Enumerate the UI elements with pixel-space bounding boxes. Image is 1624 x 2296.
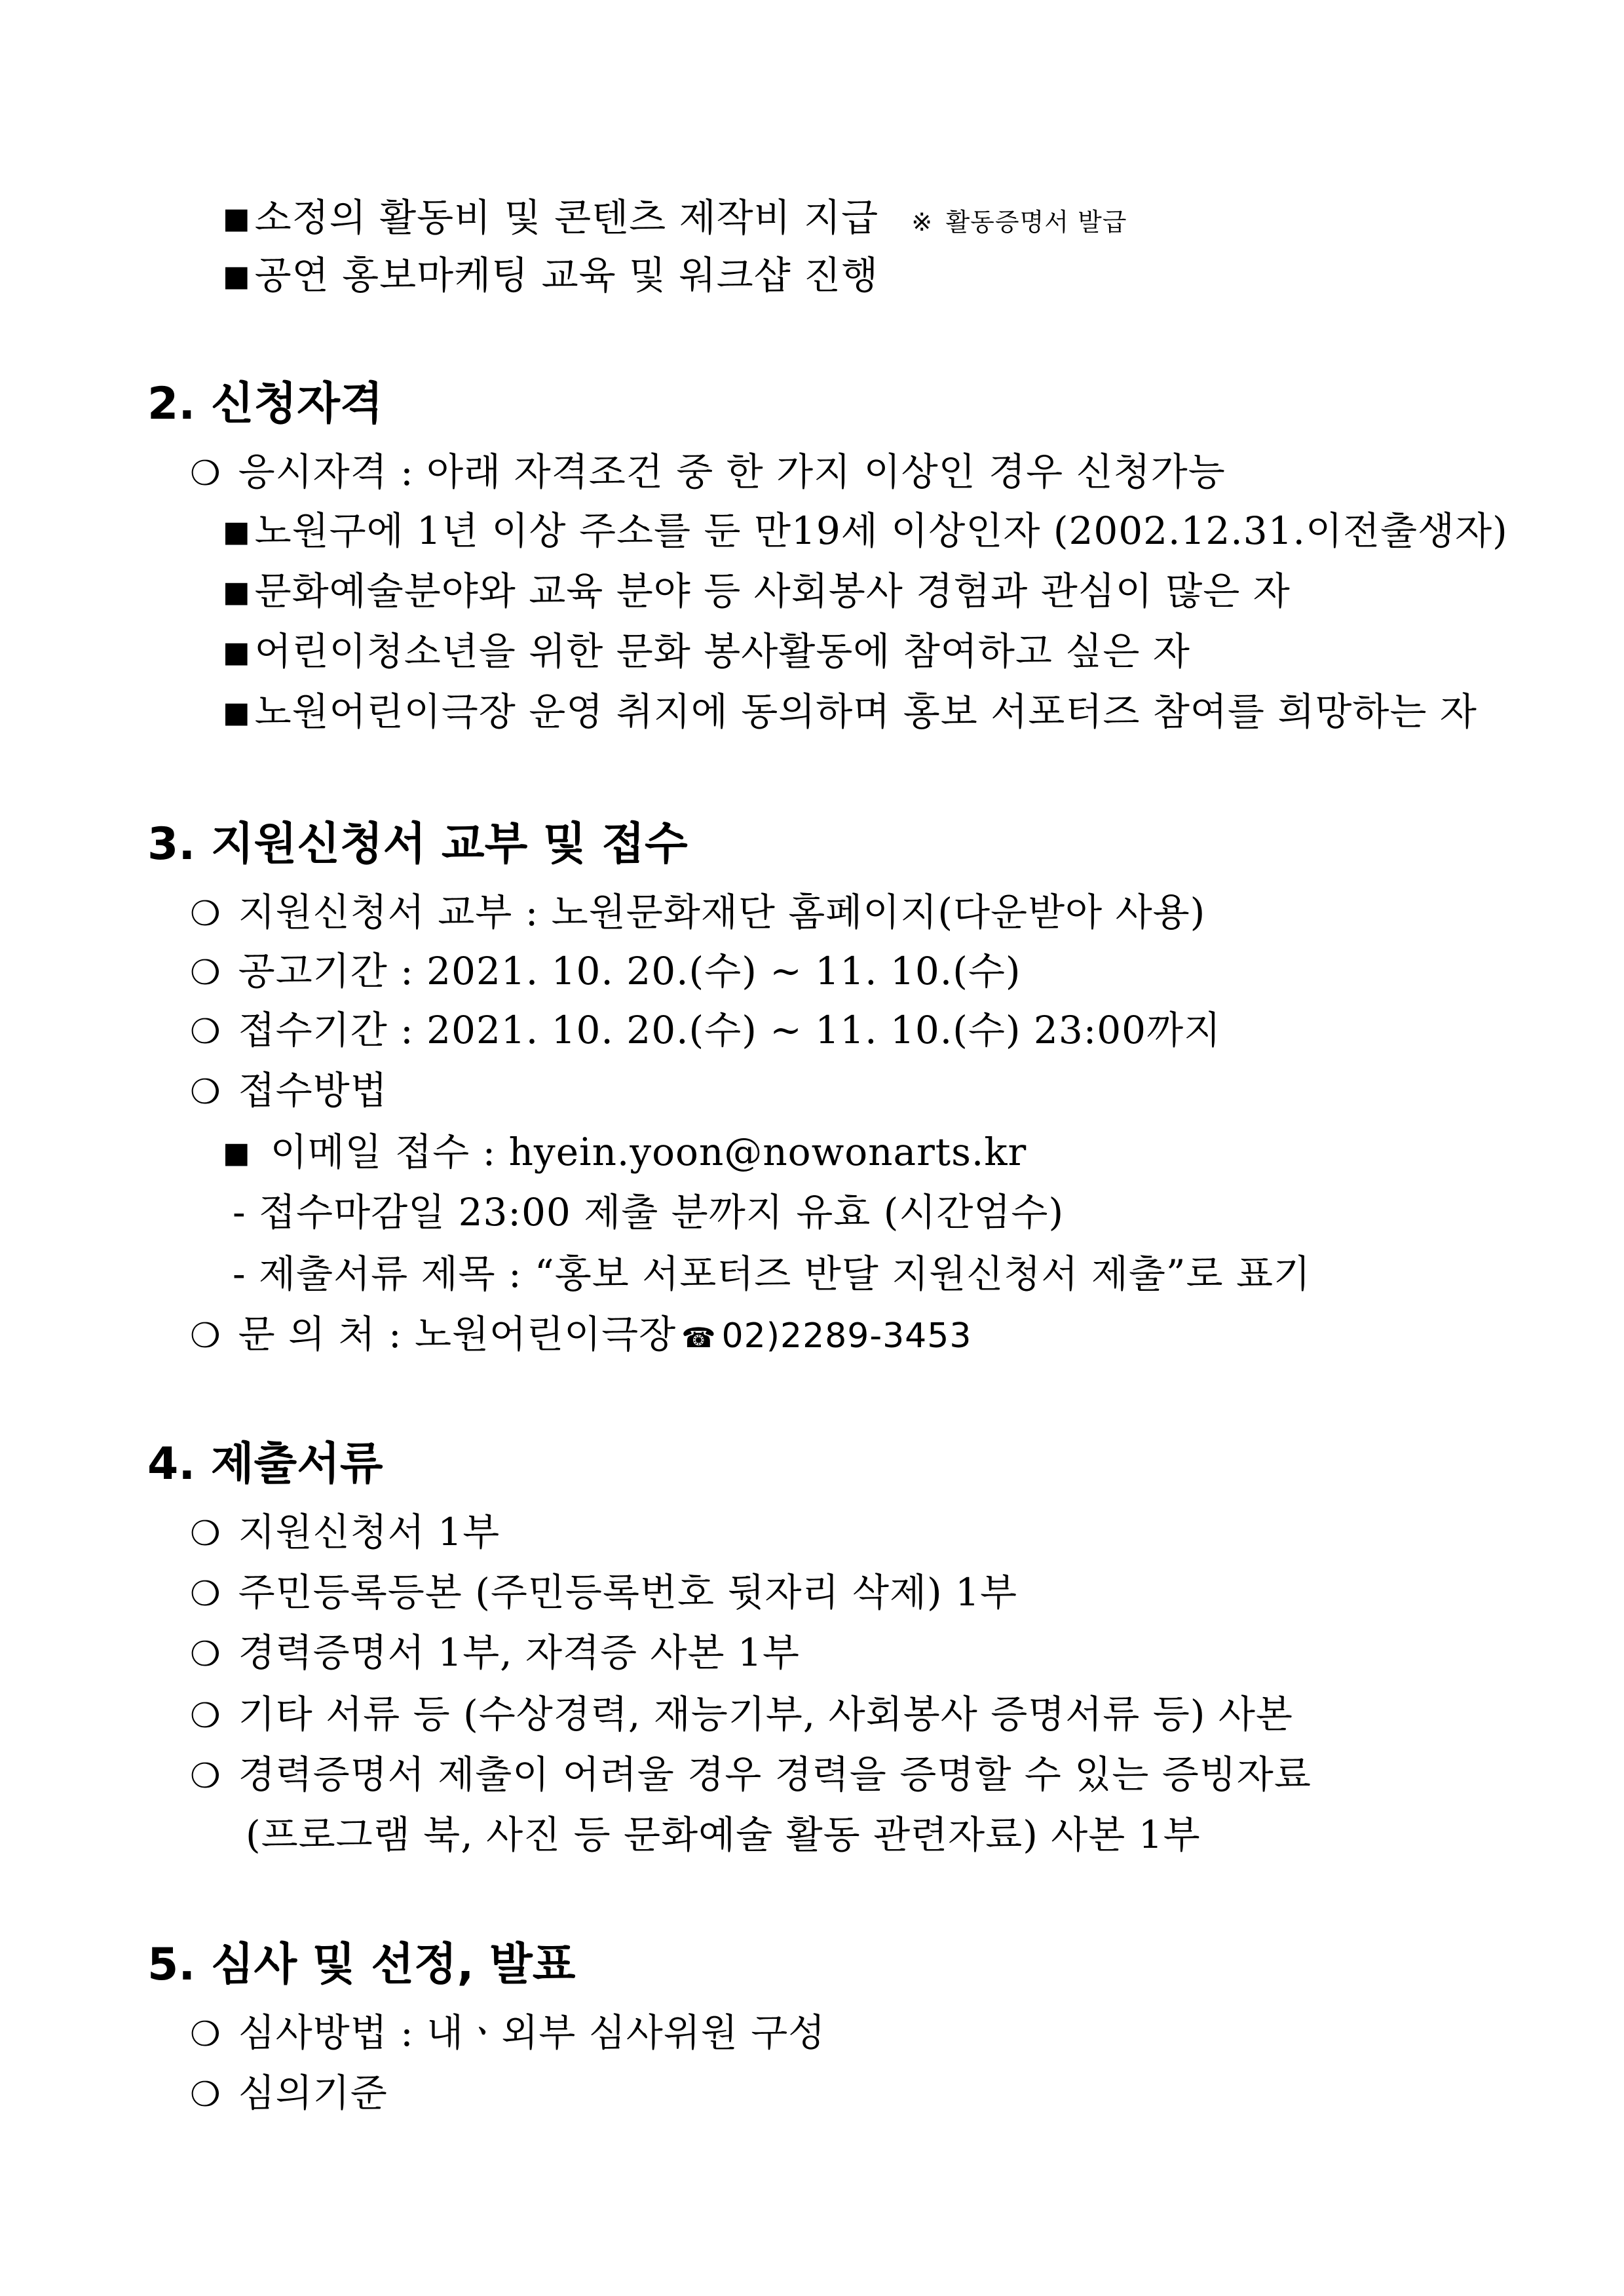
phone-number: 02)2289-3453 [721, 1316, 972, 1356]
note-text: 활동증명서 발급 [945, 208, 1127, 237]
deadline-note: - 접수마감일 23:00 제출 분까지 유효 (시간엄수) [233, 1190, 1065, 1234]
square-bullet-icon: ■ [223, 636, 251, 669]
list-item: ❍ 주민등록등본 (주민등록번호 뒷자리 삭제) 1부 [190, 1570, 1018, 1615]
circle-bullet-icon: ❍ [190, 1012, 221, 1052]
list-item: ❍ 공고기간 : 2021. 10. 20.(수) ~ 11. 10.(수) [190, 949, 1021, 993]
list-item: ❍ 심사방법 : 내ㆍ외부 심사위원 구성 [190, 2010, 826, 2055]
square-bullet-icon: ■ [223, 575, 251, 609]
section-2-heading: 2. 신청자격 [147, 378, 383, 430]
section-3-heading: 3. 지원신청서 교부 및 접수 [147, 818, 688, 870]
section-5-heading: 5. 심사 및 선정, 발표 [147, 1939, 576, 1991]
circle-bullet-icon: ❍ [190, 953, 221, 993]
list-item: ❍ 경력증명서 제출이 어려울 경우 경력을 증명할 수 있는 증빙자료 [190, 1752, 1312, 1797]
list-item: ❍ 심의기준 [190, 2071, 388, 2115]
circle-bullet-icon: ❍ [190, 894, 221, 934]
list-item: ❍ 경력증명서 1부, 자격증 사본 1부 [190, 1630, 800, 1675]
square-bullet-icon: ■ [223, 515, 251, 548]
circle-bullet-icon: ❍ [190, 2015, 221, 2054]
list-item: ❍ 접수기간 : 2021. 10. 20.(수) ~ 11. 10.(수) 23:00까지 [190, 1008, 1222, 1052]
circle-bullet-icon: ❍ [190, 1514, 221, 1554]
circle-bullet-icon: ❍ [190, 1757, 221, 1796]
phone-icon: ☎ [681, 1322, 717, 1354]
email-text: 이메일 접수 : hyein.yoon@nowonarts.kr [270, 1130, 1027, 1174]
circle-bullet-icon: ❍ [190, 1316, 221, 1356]
subject-note: - 제출서류 제목 : “홍보 서포터즈 반달 지원신청서 제출”로 표기 [233, 1252, 1312, 1296]
section-4-heading: 4. 제출서류 [147, 1438, 383, 1490]
circle-bullet-icon: ❍ [190, 1696, 221, 1736]
list-item: ■ 소정의 활동비 및 콘텐츠 제작비 지급 ※ 활동증명서 발급 [223, 195, 1127, 240]
list-item: ❍ 접수방법 [190, 1068, 388, 1113]
list-item: ❍ 문 의 처 : 노원어린이극장 ☎ 02)2289-3453 [190, 1312, 972, 1356]
list-item: ■ 노원어린이극장 운영 취지에 동의하며 홍보 서포터즈 참여를 희망하는 자 [223, 689, 1477, 734]
list-item: ■ 공연 홍보마케팅 교육 및 워크샵 진행 [223, 253, 879, 297]
list-item: ❍ 기타 서류 등 (수상경력, 재능기부, 사회봉사 증명서류 등) 사본 [190, 1692, 1293, 1736]
list-item: ■ 노원구에 1년 이상 주소를 둔 만19세 이상인자 (2002.12.31.이전출생자) [223, 508, 1508, 553]
circle-bullet-icon: ❍ [190, 1635, 221, 1674]
square-bullet-icon: ■ [223, 202, 251, 235]
list-item: ■ 문화예술분야와 교육 분야 등 사회봉사 경험과 관심이 많은 자 [223, 569, 1291, 613]
circle-bullet-icon: ❍ [190, 454, 221, 493]
list-item [223, 1126, 1027, 1182]
list-item-continuation: (프로그램 북, 사진 등 문화예술 활동 관련자료) 사본 1부 [246, 1812, 1201, 1857]
list-item: ❍ 응시자격 : 아래 자격조건 중 한 가지 이상인 경우 신청가능 [190, 450, 1226, 494]
circle-bullet-icon: ❍ [190, 1073, 221, 1112]
circle-bullet-icon: ❍ [190, 2075, 221, 2114]
square-bullet-icon: ■ [223, 696, 251, 729]
reference-mark: ※ [911, 208, 934, 237]
list-item: ❍ 지원신청서 1부 [190, 1510, 500, 1554]
list-item: ■ 어린이청소년을 위한 문화 봉사활동에 참여하고 싶은 자 [223, 629, 1190, 674]
circle-bullet-icon: ❍ [190, 1575, 221, 1614]
square-bullet-icon: ■ [223, 1136, 251, 1170]
square-bullet-icon: ■ [223, 259, 251, 293]
list-item: ❍ 지원신청서 교부 : 노원문화재단 홈페이지(다운받아 사용) [190, 890, 1206, 934]
